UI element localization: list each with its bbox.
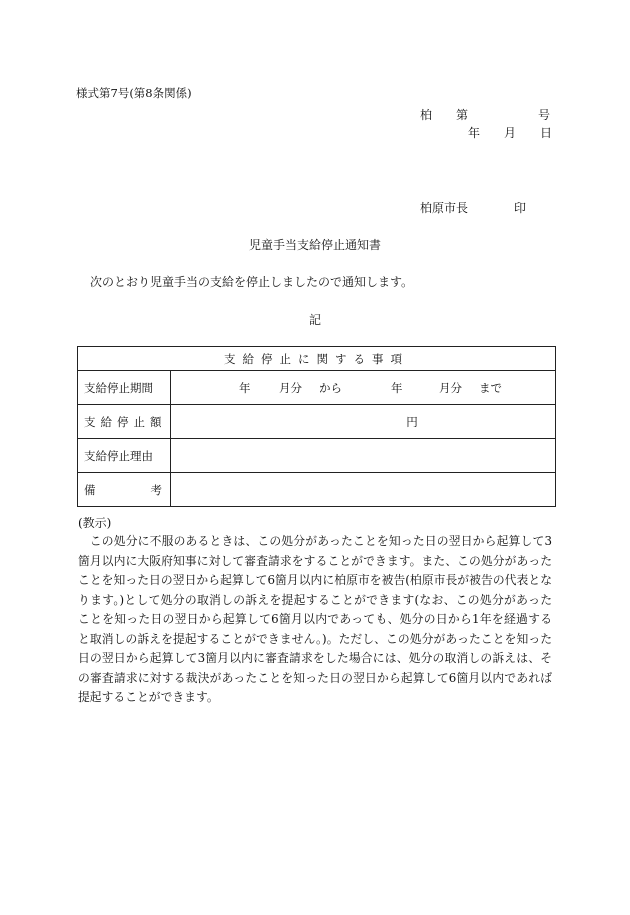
remarks-label: [78, 473, 171, 507]
remarks-label-b: 考: [150, 482, 162, 497]
period-month2: 月分: [439, 381, 462, 395]
reason-label: 支給停止理由: [78, 439, 171, 473]
reason-field[interactable]: [171, 439, 556, 473]
amount-field[interactable]: [171, 405, 556, 439]
notice-paragraph: この処分に不服のあるときは、この処分があったことを知った日の翌日から起算して3箇月以内に大阪府知事に対して審査請求をすることができます。また、この処分があったことを知った日の翌日から起算して6箇月以内に柏原市を被告(柏原市長が被告の代表となります。)として処分の取消しの訴えを提起することができます(なお、この処分があったことを知った日の翌日から起算して6箇月以内であっても、処分の日から1年を経過すると取消しの訴えを提起することができません。)。ただし、この処分があったことを知った日の翌日から起算して3箇月以内に審査請求をした場合には、処分の取消しの訴えは、その審査請求に対する裁決があったことを知った日の翌日から起算して6箇月以内であれば提起することができます。: [78, 534, 552, 704]
period-field[interactable]: [171, 371, 556, 405]
notice-body: [78, 532, 552, 708]
mayor-title: 柏原市長: [420, 201, 469, 215]
period-from: から: [319, 381, 342, 395]
doc-no-prefix: 柏: [420, 108, 433, 122]
period-year1: 年: [239, 381, 251, 395]
amount-label: 支給停止額: [78, 405, 171, 439]
period-year2: 年: [391, 381, 403, 395]
intro-text: 次のとおり児童手当の支給を停止しましたので通知します。: [90, 275, 414, 289]
notice-heading: (教示): [78, 516, 112, 530]
date-month: 月: [504, 126, 517, 140]
period-month1: 月分: [279, 381, 302, 395]
remarks-field[interactable]: [171, 473, 556, 507]
period-label: 支給停止期間: [78, 371, 171, 405]
date-day: 日: [540, 126, 553, 140]
document-title: 児童手当支給停止通知書: [248, 238, 381, 252]
form-id: 様式第7号(第8条関係): [76, 86, 192, 100]
period-until: まで: [479, 381, 502, 395]
ki-heading: 記: [308, 313, 321, 327]
seal-mark: 印: [514, 201, 527, 215]
remarks-label-a: 備: [84, 482, 96, 497]
doc-no-suffix: 号: [538, 108, 551, 122]
suspension-table: [77, 346, 556, 507]
amount-unit: 円: [406, 414, 418, 429]
doc-no-mid: 第: [456, 108, 469, 122]
date-year: 年: [468, 126, 481, 140]
table-heading: 支給停止に関する事項: [78, 347, 556, 371]
